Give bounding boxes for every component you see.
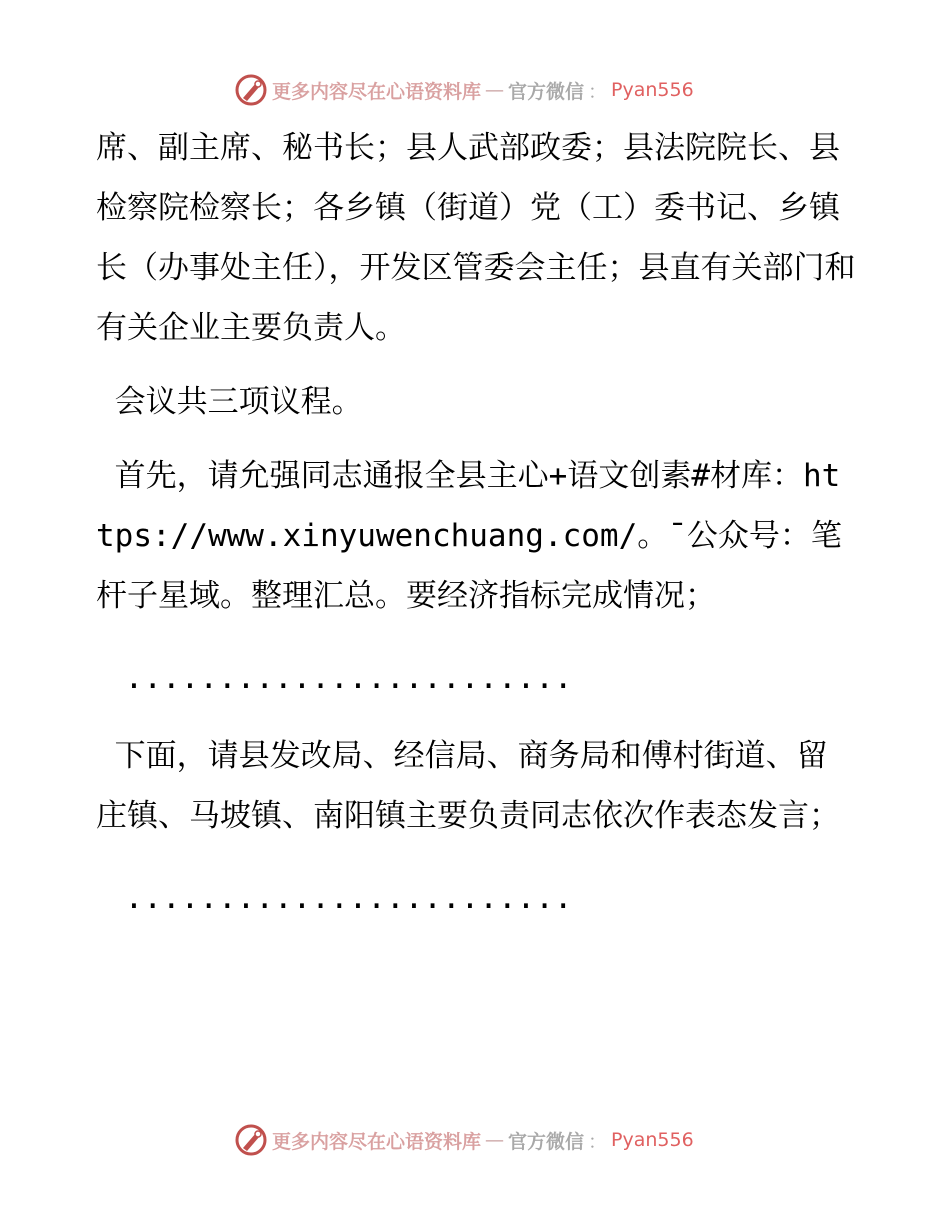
pen-logo-icon <box>234 73 268 107</box>
ellipsis-separator: ........................ <box>106 660 573 696</box>
document-body <box>96 118 856 928</box>
watermark-official: 官方微信 <box>508 80 585 103</box>
ellipsis-separator: ........................ <box>106 880 573 916</box>
paragraph-attendees: 席、副主席、秘书长；县人武部政委；县法院院长、县检察院检察长；各乡镇（街道）党（工）委书记、乡镇长（办事处主任），开发区管委会主任；县直有关部门和有关企业主要负责人。 <box>96 130 856 346</box>
watermark-colon: ： <box>588 1130 608 1153</box>
header-watermark <box>234 72 694 108</box>
watermark-brand: 更多内容尽在心语资料库 <box>272 80 482 103</box>
watermark-colon: ： <box>588 80 608 103</box>
paragraph-first-item: 首先，请允强同志通报全县主心+语文创素#材库：https://www.xinyuwenchuang.com/。¯公众号：笔杆子星域。整理汇总。要经济指标完成情况； <box>96 458 842 614</box>
watermark-dash: — <box>485 1129 505 1151</box>
watermark-id: Pyan556 <box>611 1129 694 1151</box>
pen-logo-icon <box>234 1123 268 1157</box>
watermark-id: Pyan556 <box>611 79 694 101</box>
footer-watermark <box>234 1122 694 1158</box>
paragraph-agenda: 会议共三项议程。 <box>96 384 363 420</box>
watermark-dash: — <box>485 79 505 101</box>
paragraph-second-item: 下面，请县发改局、经信局、商务局和傅村街道、留庄镇、马坡镇、南阳镇主要负责同志依次作表态发言； <box>96 738 840 834</box>
watermark-official: 官方微信 <box>508 1130 585 1153</box>
watermark-brand: 更多内容尽在心语资料库 <box>272 1130 482 1153</box>
